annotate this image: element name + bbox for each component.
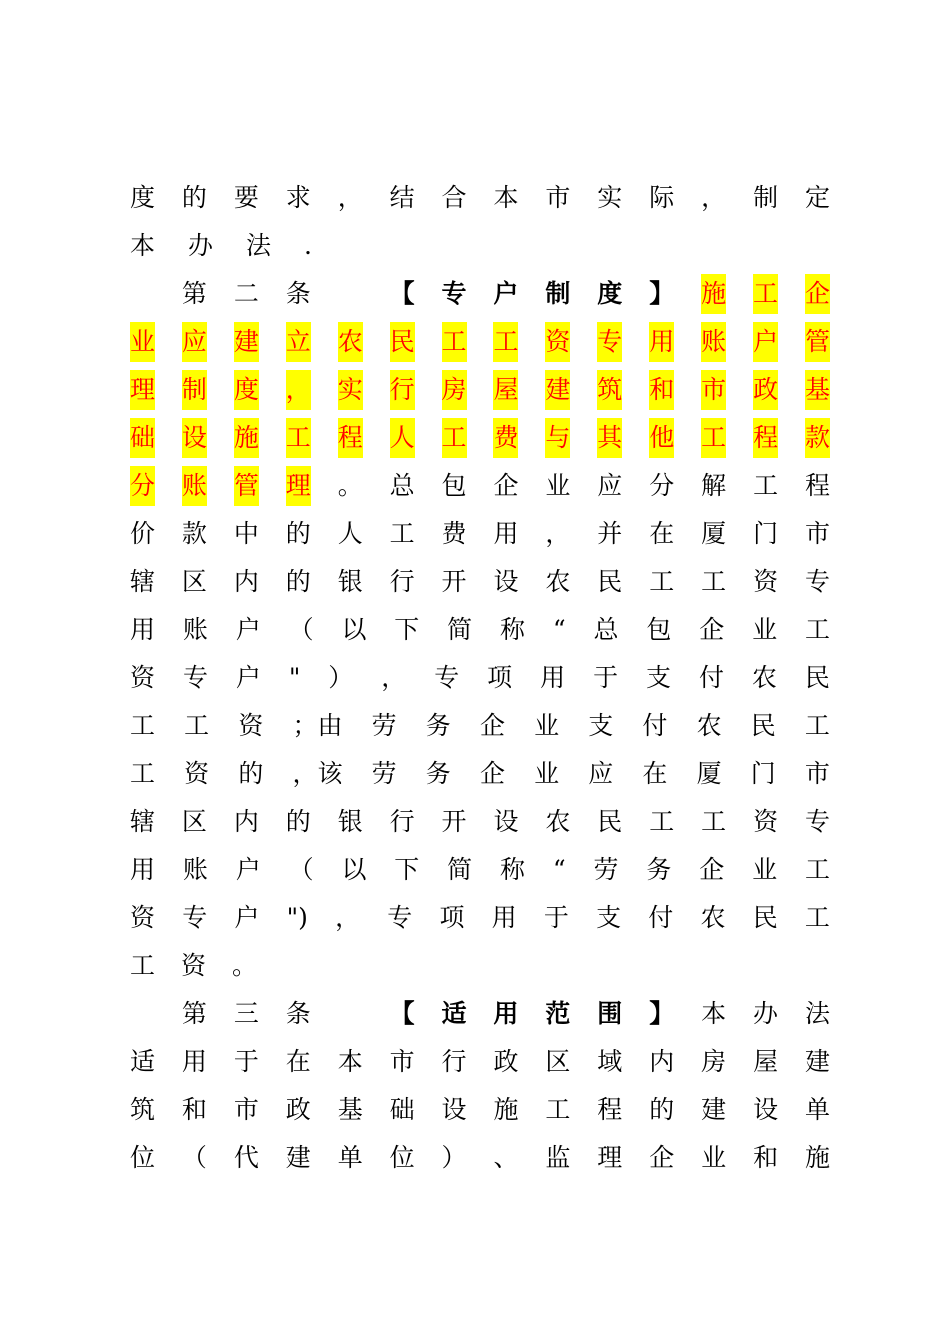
glyph: 付: [648, 903, 674, 932]
glyph: 内: [233, 807, 259, 836]
glyph: 度: [234, 370, 259, 410]
glyph: 厦: [701, 519, 727, 548]
glyph: 专: [804, 567, 830, 596]
glyph: 支: [596, 903, 622, 932]
glyph: 务: [646, 855, 672, 884]
glyph: 农: [545, 807, 571, 836]
glyph: 务: [425, 711, 451, 740]
glyph: 本: [337, 1047, 363, 1076]
glyph: 和: [753, 1143, 779, 1172]
glyph: 用: [491, 903, 517, 932]
glyph: 门: [753, 519, 779, 548]
glyph: 于: [593, 663, 619, 692]
glyph: 设: [493, 807, 519, 836]
glyph: 总: [389, 471, 415, 500]
glyph: 求: [285, 183, 311, 212]
glyph: （: [288, 855, 314, 884]
glyph: 工: [184, 711, 210, 740]
glyph: 务: [425, 759, 451, 788]
glyph: 行: [390, 370, 415, 410]
glyph: 工: [701, 807, 727, 836]
glyph: 本: [493, 183, 519, 212]
glyph: 业: [752, 615, 778, 644]
glyph: ，: [381, 663, 407, 692]
glyph: 管: [234, 466, 259, 506]
glyph: 筑: [597, 370, 622, 410]
glyph: 分: [130, 466, 155, 506]
glyph: 解: [701, 471, 727, 500]
glyph: 区: [545, 1047, 571, 1076]
glyph: 用: [493, 519, 519, 548]
text-line: [130, 946, 830, 986]
glyph: 法: [804, 999, 830, 1028]
glyph: 基: [805, 370, 830, 410]
text-line: [130, 610, 830, 650]
glyph: 的: [238, 759, 264, 788]
glyph: 屋: [753, 1047, 779, 1076]
glyph: 资: [545, 322, 570, 362]
glyph: 户: [235, 663, 261, 692]
text-line: [130, 370, 830, 410]
glyph: “: [552, 855, 566, 884]
glyph: 区: [181, 807, 207, 836]
glyph: ）: [328, 663, 354, 692]
text-line: [130, 466, 830, 506]
glyph: 本: [701, 999, 727, 1028]
glyph: 应: [182, 322, 207, 362]
glyph: 企: [649, 1143, 675, 1172]
glyph: 包: [646, 615, 672, 644]
glyph: 工: [804, 711, 830, 740]
glyph: 农: [700, 903, 726, 932]
glyph: 应: [597, 471, 623, 500]
glyph: 业: [701, 1143, 727, 1172]
glyph: 账: [182, 855, 208, 884]
glyph: 单: [804, 1095, 830, 1124]
glyph: 银: [337, 807, 363, 836]
glyph: 专: [182, 903, 208, 932]
glyph: 项: [439, 903, 465, 932]
glyph: 工: [753, 274, 778, 314]
glyph: 工: [701, 567, 727, 596]
glyph: 户: [493, 279, 519, 308]
glyph: 门: [750, 759, 776, 788]
glyph: 用: [130, 615, 156, 644]
glyph: 、: [493, 1143, 519, 1172]
text-line: [130, 226, 830, 266]
glyph: 厦: [696, 759, 722, 788]
glyph: 包: [441, 471, 467, 500]
glyph: 户: [234, 903, 260, 932]
glyph: 工: [649, 807, 675, 836]
glyph: 和: [649, 370, 674, 410]
glyph: 农: [338, 322, 363, 362]
glyph: 域: [597, 1047, 623, 1076]
glyph: 称: [500, 855, 526, 884]
glyph: 建: [545, 370, 570, 410]
glyph: 际: [649, 183, 675, 212]
glyph: 。: [232, 951, 258, 980]
glyph: 业: [545, 471, 571, 500]
glyph: 设: [441, 1095, 467, 1124]
text-line: [130, 322, 830, 362]
glyph: 资: [753, 567, 779, 596]
glyph: 工: [753, 471, 779, 500]
glyph: 工: [804, 855, 830, 884]
glyph: 的: [181, 183, 207, 212]
text-line: [130, 1090, 830, 1130]
text-line: [130, 658, 830, 698]
glyph: 建: [234, 322, 259, 362]
glyph: 办: [188, 231, 214, 260]
glyph: 代: [233, 1143, 259, 1172]
glyph: 施: [701, 274, 726, 314]
glyph: 政: [285, 1095, 311, 1124]
glyph: 础: [130, 418, 155, 458]
glyph: 内: [233, 567, 259, 596]
glyph: 办: [753, 999, 779, 1028]
text-line: [130, 754, 830, 794]
glyph: 账: [701, 322, 726, 362]
glyph: 企: [479, 759, 505, 788]
glyph: 度: [130, 183, 156, 212]
glyph: 行: [389, 807, 415, 836]
glyph: ，: [545, 519, 571, 548]
glyph: 用: [493, 999, 519, 1028]
glyph: 并: [597, 519, 623, 548]
glyph: 农: [696, 711, 722, 740]
text-line: [130, 802, 830, 842]
glyph: 支: [588, 711, 614, 740]
glyph: 辖: [130, 567, 156, 596]
glyph: 】: [649, 279, 675, 308]
glyph: 市: [233, 1095, 259, 1124]
glyph: 中: [233, 519, 259, 548]
glyph: 建: [701, 1095, 727, 1124]
glyph: 账: [182, 466, 207, 506]
glyph: 总: [593, 615, 619, 644]
glyph: 费: [493, 418, 518, 458]
text-line: [130, 418, 830, 458]
glyph: 业: [752, 855, 778, 884]
glyph: 分: [649, 471, 675, 500]
glyph: 。: [337, 471, 363, 500]
text-line: [130, 274, 830, 314]
glyph: .: [304, 231, 312, 260]
glyph: 付: [698, 663, 724, 692]
glyph: 在: [642, 759, 668, 788]
glyph: 施: [804, 1143, 830, 1172]
glyph: 企: [805, 274, 830, 314]
glyph: 资: [238, 711, 264, 740]
glyph: 以: [341, 615, 367, 644]
glyph: 专: [182, 663, 208, 692]
glyph: 他: [649, 418, 674, 458]
glyph: 工: [545, 1095, 571, 1124]
glyph: 房: [442, 370, 467, 410]
glyph: 本: [130, 231, 156, 260]
glyph: 工: [389, 519, 415, 548]
glyph: 内: [649, 1047, 675, 1076]
text-line: [130, 850, 830, 890]
glyph: 资: [184, 759, 210, 788]
glyph: 下: [394, 855, 420, 884]
glyph: 企: [493, 471, 519, 500]
glyph: 农: [751, 663, 777, 692]
glyph: 立: [286, 322, 311, 362]
glyph: 制: [182, 370, 207, 410]
glyph: 三: [233, 999, 259, 1028]
glyph: 适: [441, 999, 467, 1028]
glyph: 业: [534, 759, 560, 788]
glyph: 劳: [593, 855, 619, 884]
glyph: ，: [286, 370, 311, 410]
glyph: 设: [753, 1095, 779, 1124]
glyph: 资: [753, 807, 779, 836]
glyph: 户: [753, 322, 778, 362]
glyph: 辖: [130, 807, 156, 836]
glyph: 政: [493, 1047, 519, 1076]
glyph: 民: [804, 663, 830, 692]
glyph: 程: [753, 418, 778, 458]
text-line: [130, 1042, 830, 1082]
glyph: 行: [441, 1047, 467, 1076]
glyph: 市: [545, 183, 571, 212]
glyph: 理: [597, 1143, 623, 1172]
glyph: 劳: [371, 711, 397, 740]
glyph: 的: [285, 567, 311, 596]
glyph: 人: [390, 418, 415, 458]
glyph: 民: [752, 903, 778, 932]
glyph: 房: [701, 1047, 727, 1076]
glyph: 资: [130, 663, 156, 692]
glyph: 条: [285, 999, 311, 1028]
glyph: 理: [286, 466, 311, 506]
text-line: [130, 178, 830, 218]
glyph: 工: [442, 322, 467, 362]
glyph: 屋: [493, 370, 518, 410]
glyph: 以: [341, 855, 367, 884]
glyph: 民: [390, 322, 415, 362]
glyph: 设: [493, 567, 519, 596]
glyph: 结: [389, 183, 415, 212]
glyph: 资: [130, 903, 156, 932]
glyph: 工: [286, 418, 311, 458]
glyph: 制: [545, 279, 571, 308]
glyph: 户: [235, 615, 261, 644]
glyph: 法: [246, 231, 272, 260]
glyph: 专: [387, 903, 413, 932]
glyph: 支: [646, 663, 672, 692]
glyph: 第: [181, 999, 207, 1028]
glyph: 二: [233, 279, 259, 308]
glyph: 市: [701, 370, 726, 410]
glyph: 设: [182, 418, 207, 458]
glyph: 筑: [130, 1095, 156, 1124]
glyph: 民: [750, 711, 776, 740]
glyph: 费: [441, 519, 467, 548]
glyph: 专: [434, 663, 460, 692]
glyph: 程: [597, 1095, 623, 1124]
glyph: 专: [597, 322, 622, 362]
glyph: 施: [493, 1095, 519, 1124]
glyph: 工: [804, 615, 830, 644]
glyph: 础: [389, 1095, 415, 1124]
glyph: 制: [753, 183, 779, 212]
glyph: 工: [442, 418, 467, 458]
glyph: 实: [597, 183, 623, 212]
glyph: 项: [487, 663, 513, 692]
glyph: ，: [337, 183, 363, 212]
glyph: 下: [394, 615, 420, 644]
glyph: 工: [649, 567, 675, 596]
glyph: 和: [181, 1095, 207, 1124]
glyph: 在: [649, 519, 675, 548]
glyph: 程: [804, 471, 830, 500]
glyph: 的: [649, 1095, 675, 1124]
glyph: 条: [285, 279, 311, 308]
glyph: 范: [545, 999, 571, 1028]
glyph: 工: [130, 759, 156, 788]
glyph: 企: [699, 855, 725, 884]
glyph: 与: [545, 418, 570, 458]
glyph: 行: [389, 567, 415, 596]
glyph: （: [181, 1143, 207, 1172]
glyph: 第: [181, 279, 207, 308]
glyph: 价: [130, 519, 156, 548]
glyph: 位: [389, 1143, 415, 1172]
glyph: 工: [130, 711, 156, 740]
glyph: 【: [389, 999, 415, 1028]
glyph: 用: [649, 322, 674, 362]
glyph: 合: [441, 183, 467, 212]
glyph: 适: [130, 1047, 156, 1076]
glyph: 在: [285, 1047, 311, 1076]
glyph: 围: [597, 999, 623, 1028]
glyph: 企: [699, 615, 725, 644]
glyph: ，: [335, 903, 361, 932]
glyph: 业: [130, 322, 155, 362]
glyph: 单: [337, 1143, 363, 1172]
glyph: 的: [285, 519, 311, 548]
glyph: 资: [181, 951, 207, 980]
glyph: 企: [479, 711, 505, 740]
glyph: "): [286, 903, 308, 932]
glyph: 】: [649, 999, 675, 1028]
text-line: [130, 706, 830, 746]
glyph: 户: [235, 855, 261, 884]
glyph: 付: [642, 711, 668, 740]
glyph: 理: [130, 370, 155, 410]
glyph: 市: [389, 1047, 415, 1076]
glyph: 工: [804, 903, 830, 932]
glyph: ，: [701, 183, 727, 212]
text-line: [130, 514, 830, 554]
glyph: 应: [588, 759, 614, 788]
glyph: 程: [338, 418, 363, 458]
glyph: 专: [804, 807, 830, 836]
glyph: 于: [233, 1047, 259, 1076]
glyph: 其: [597, 418, 622, 458]
glyph: 位: [130, 1143, 156, 1172]
text-line: [130, 562, 830, 602]
glyph: 工: [701, 418, 726, 458]
glyph: 简: [447, 855, 473, 884]
glyph: 要: [233, 183, 259, 212]
glyph: 施: [234, 418, 259, 458]
text-line: [130, 994, 830, 1034]
glyph: 款: [805, 418, 830, 458]
glyph: （: [288, 615, 314, 644]
glyph: 工: [130, 951, 156, 980]
text-line: [130, 898, 830, 938]
glyph: ，该: [292, 759, 343, 788]
glyph: 银: [337, 567, 363, 596]
glyph: 用: [130, 855, 156, 884]
glyph: 开: [441, 807, 467, 836]
glyph: 建: [285, 1143, 311, 1172]
glyph: 区: [181, 567, 207, 596]
glyph: 用: [181, 1047, 207, 1076]
glyph: 账: [182, 615, 208, 644]
glyph: 人: [337, 519, 363, 548]
glyph: ；由: [292, 711, 343, 740]
glyph: 民: [597, 807, 623, 836]
glyph: 款: [181, 519, 207, 548]
glyph: 农: [545, 567, 571, 596]
glyph: 用: [540, 663, 566, 692]
glyph: 市: [804, 759, 830, 788]
glyph: 的: [285, 807, 311, 836]
glyph: 监: [545, 1143, 571, 1172]
glyph: 实: [338, 370, 363, 410]
glyph: 业: [534, 711, 560, 740]
glyph: ）: [441, 1143, 467, 1172]
glyph: 称: [500, 615, 526, 644]
glyph: 度: [597, 279, 623, 308]
glyph: 工: [493, 322, 518, 362]
glyph: 简: [447, 615, 473, 644]
glyph: ": [288, 663, 301, 692]
glyph: 于: [543, 903, 569, 932]
glyph: 基: [337, 1095, 363, 1124]
glyph: 民: [597, 567, 623, 596]
glyph: 管: [805, 322, 830, 362]
glyph: 【: [389, 279, 415, 308]
text-line: [130, 1138, 830, 1178]
glyph: “: [552, 615, 566, 644]
glyph: 定: [804, 183, 830, 212]
glyph: 专: [441, 279, 467, 308]
glyph: 市: [804, 519, 830, 548]
glyph: 建: [804, 1047, 830, 1076]
glyph: 政: [753, 370, 778, 410]
glyph: 劳: [371, 759, 397, 788]
glyph: 开: [441, 567, 467, 596]
